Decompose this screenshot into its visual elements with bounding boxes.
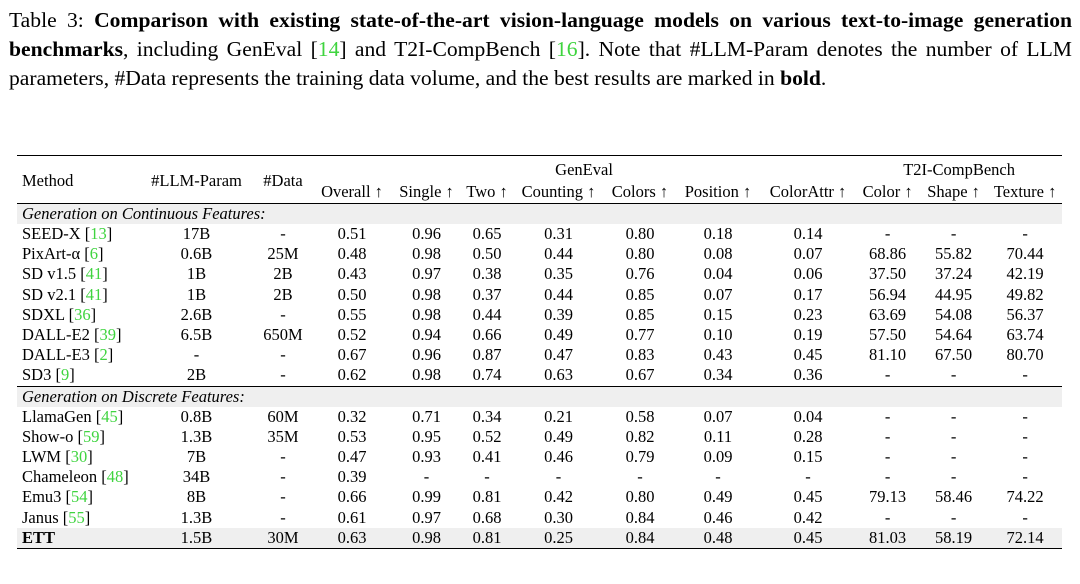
value-cell: 0.10 [703, 325, 733, 345]
method-citation[interactable]: 13 [90, 224, 107, 244]
value-cell: 0.37 [472, 284, 502, 304]
value-cell: 0.79 [625, 446, 655, 466]
method-name: Chameleon [22, 467, 98, 487]
table-row [17, 407, 1062, 427]
method-name: Janus [22, 507, 59, 527]
section-title: Generation on Continuous Features: [17, 204, 1062, 225]
caption-label: Table 3: [9, 8, 84, 32]
value-cell: 0.98 [412, 284, 441, 304]
method-name: Emu3 [22, 487, 62, 507]
col-header-colors: Colors ↑ [611, 181, 669, 201]
table-row [17, 285, 1062, 305]
value-cell: 7B [186, 446, 207, 466]
value-cell: - [950, 224, 957, 244]
value-cell: 0.85 [625, 304, 655, 324]
value-cell: 0.87 [472, 345, 502, 365]
method-cell: LlamaGen [45] [22, 406, 124, 426]
value-cell: 0.80 [625, 224, 655, 244]
method-name: LlamaGen [22, 406, 92, 426]
col-header-shape: Shape ↑ [927, 181, 980, 201]
value-cell: 0.07 [703, 284, 733, 304]
value-cell: 0.80 [625, 244, 655, 264]
table-row [17, 528, 1062, 549]
value-cell: - [805, 467, 811, 487]
value-cell: - [884, 426, 891, 446]
method-cell: SD v2.1 [41] [22, 284, 108, 304]
value-cell: 37.50 [869, 264, 907, 284]
value-cell: - [280, 224, 286, 244]
value-cell: - [637, 467, 643, 487]
col-header-colorattr: ColorAttr ↑ [769, 181, 847, 201]
caption-text-3: ]. Note that #LLM-Param denotes the number of LLM parameters, #Data represents the training data volume, and the best results are marked in [9, 37, 1072, 90]
value-cell: - [280, 345, 286, 365]
method-name: SD v2.1 [22, 284, 77, 304]
method-cell: SD v1.5 [41] [22, 264, 108, 284]
value-cell: - [555, 467, 562, 487]
value-cell: 81.10 [869, 345, 907, 365]
value-cell: 0.42 [544, 487, 573, 507]
value-cell: 0.67 [337, 345, 367, 365]
value-cell: 0.94 [412, 325, 441, 345]
value-cell: 0.53 [337, 426, 367, 446]
value-cell: 34B [182, 467, 211, 487]
value-cell: - [950, 406, 957, 426]
method-cell: PixArt-α [6] [22, 244, 104, 264]
method-citation[interactable]: 41 [85, 284, 103, 304]
value-cell: 0.36 [793, 365, 823, 385]
value-cell: 60M [267, 406, 299, 426]
header-row-groups [17, 156, 1062, 181]
value-cell: - [280, 487, 286, 507]
value-cell: 0.81 [461, 528, 513, 549]
section-title: Generation on Discrete Features: [17, 386, 1062, 407]
caption-text-1: , including GenEval [ [122, 37, 318, 61]
value-cell: 6.5B [180, 325, 213, 345]
value-cell: - [950, 426, 957, 446]
caption-cite-t2i[interactable]: 16 [555, 37, 578, 61]
value-cell: 1B [186, 284, 207, 304]
value-cell: 1.3B [180, 426, 213, 446]
value-cell: 81.03 [856, 528, 919, 549]
value-cell: 0.35 [544, 264, 573, 284]
value-cell: 0.74 [472, 365, 502, 385]
value-cell: 0.51 [337, 224, 367, 244]
value-cell: - [884, 365, 891, 385]
col-header-overall: Overall ↑ [321, 181, 383, 201]
method-citation[interactable]: 6 [89, 244, 99, 264]
value-cell: 0.34 [472, 406, 502, 426]
value-cell: 0.49 [544, 325, 573, 345]
value-cell: 0.43 [337, 264, 367, 284]
value-cell: 0.96 [412, 224, 441, 244]
value-cell: 0.55 [337, 304, 367, 324]
value-cell: 0.52 [337, 325, 367, 345]
value-cell: 44.95 [935, 284, 973, 304]
value-cell: 0.15 [703, 304, 733, 324]
value-cell: - [884, 446, 891, 466]
value-cell: 0.6B [180, 244, 213, 264]
table-caption [9, 6, 1072, 93]
value-cell: 0.39 [544, 304, 573, 324]
value-cell: 0.50 [337, 284, 367, 304]
value-cell: 1B [186, 264, 207, 284]
method-citation[interactable]: 59 [82, 426, 100, 446]
value-cell: 0.58 [625, 406, 655, 426]
value-cell: 0.95 [412, 426, 441, 446]
table-row [17, 345, 1062, 365]
value-cell: - [1022, 467, 1028, 487]
table-row [17, 325, 1062, 345]
value-cell: 54.08 [935, 304, 973, 324]
value-cell: 0.66 [472, 325, 502, 345]
value-cell: - [1022, 446, 1028, 466]
method-name: SD3 [22, 365, 52, 385]
value-cell: 2B [273, 264, 293, 284]
value-cell: 0.50 [472, 244, 502, 264]
value-cell: - [1022, 365, 1028, 385]
value-cell: 25M [267, 244, 299, 264]
method-name: DALL-E2 [22, 325, 90, 345]
col-header-method: Method [17, 156, 139, 204]
table-row [17, 427, 1062, 447]
value-cell: - [484, 467, 490, 487]
value-cell: 0.98 [412, 244, 441, 264]
value-cell: 0.07 [793, 244, 823, 264]
value-cell: 0.62 [337, 365, 367, 385]
value-cell: 79.13 [869, 487, 907, 507]
value-cell: 0.39 [337, 467, 367, 487]
method-citation[interactable]: 41 [85, 264, 103, 284]
value-cell: 0.45 [793, 345, 823, 365]
method-cell: DALL-E2 [39] [22, 325, 122, 345]
method-name: SDXL [22, 304, 65, 324]
value-cell: 0.85 [625, 284, 655, 304]
value-cell: 55.82 [935, 244, 973, 264]
value-cell: 0.81 [472, 487, 502, 507]
value-cell: 0.61 [337, 507, 367, 527]
value-cell: 0.97 [412, 507, 441, 527]
value-cell: 70.44 [1006, 244, 1044, 264]
table-row [17, 467, 1062, 487]
method-name: PixArt-α [22, 244, 81, 264]
value-cell: 0.32 [337, 406, 367, 426]
value-cell: 0.63 [312, 528, 392, 549]
value-cell: 0.44 [472, 304, 502, 324]
value-cell: - [884, 406, 891, 426]
method-citation[interactable]: 39 [99, 325, 116, 345]
col-header-data: #Data [254, 156, 312, 204]
value-cell: - [884, 224, 891, 244]
value-cell: 0.67 [625, 365, 655, 385]
value-cell: 0.06 [793, 264, 823, 284]
section-header-row [17, 204, 1062, 225]
method-citation[interactable]: 36 [74, 304, 91, 324]
method-citation[interactable]: 9 [60, 365, 70, 385]
value-cell: 0.83 [625, 345, 655, 365]
value-cell: 0.45 [760, 528, 856, 549]
table-row [17, 365, 1062, 386]
table-row [17, 447, 1062, 467]
value-cell: - [950, 507, 957, 527]
value-cell: 0.63 [544, 365, 573, 385]
col-header-texture: Texture ↑ [993, 181, 1057, 201]
table-row [17, 305, 1062, 325]
value-cell: 74.22 [1006, 487, 1044, 507]
value-cell: 0.68 [472, 507, 502, 527]
method-citation[interactable]: 55 [68, 507, 85, 527]
value-cell: - [884, 507, 891, 527]
value-cell: 0.14 [793, 224, 823, 244]
value-cell: 0.93 [412, 446, 441, 466]
method-cell: Chameleon [48] [22, 467, 129, 487]
value-cell: 0.38 [472, 264, 502, 284]
results-table [17, 155, 1062, 549]
value-cell: 2B [186, 365, 207, 385]
value-cell: 0.84 [625, 507, 655, 527]
value-cell: 0.48 [676, 528, 760, 549]
method-citation[interactable]: 30 [70, 446, 88, 466]
section-header-row [17, 386, 1062, 407]
value-cell: 0.30 [544, 507, 573, 527]
value-cell: - [950, 365, 957, 385]
value-cell: 0.28 [793, 426, 823, 446]
value-cell: - [423, 467, 430, 487]
value-cell: 0.41 [472, 446, 502, 466]
value-cell: 0.31 [544, 224, 573, 244]
value-cell: 0.96 [412, 345, 441, 365]
col-header-llm-param: #LLM-Param [139, 156, 254, 204]
value-cell: 58.19 [919, 528, 988, 549]
caption-bold-title: Comparison with existing state-of-the-art vision-language models on various text-to-image generation benchmarks [9, 8, 1073, 61]
value-cell: 0.65 [472, 224, 502, 244]
method-citation[interactable]: 2 [99, 345, 108, 365]
value-cell: 0.17 [793, 284, 823, 304]
value-cell: - [950, 467, 957, 487]
value-cell: - [1022, 406, 1028, 426]
col-header-counting: Counting ↑ [521, 181, 596, 201]
method-citation[interactable]: 45 [101, 406, 118, 426]
value-cell: 0.19 [793, 325, 823, 345]
method-name: ETT [22, 527, 56, 547]
value-cell: - [950, 446, 957, 466]
table-row [17, 487, 1062, 507]
value-cell: 0.23 [793, 304, 823, 324]
value-cell: 54.64 [935, 325, 973, 345]
method-cell: SDXL [36] [22, 304, 97, 324]
method-cell: LWM [30] [22, 446, 93, 466]
value-cell: 0.44 [544, 284, 573, 304]
method-name: Show-o [22, 426, 74, 446]
caption-text-2: ] and T2I-CompBench [ [339, 37, 556, 61]
method-citation[interactable]: 48 [106, 467, 124, 487]
value-cell: 0.25 [513, 528, 604, 549]
value-cell: - [280, 365, 286, 385]
value-cell: 0.84 [604, 528, 676, 549]
value-cell: 42.19 [1006, 264, 1044, 284]
table-row [17, 507, 1062, 527]
value-cell: 0.82 [625, 426, 655, 446]
method-cell: SEED-X [13] [22, 224, 113, 244]
value-cell: 17B [182, 224, 211, 244]
value-cell: 0.98 [392, 528, 461, 549]
value-cell: 0.99 [412, 487, 441, 507]
value-cell: - [280, 446, 286, 466]
method-name: SD v1.5 [22, 264, 77, 284]
value-cell: 0.11 [703, 426, 733, 446]
value-cell: 0.97 [412, 264, 441, 284]
method-name: SEED-X [22, 224, 81, 244]
value-cell: 0.77 [625, 325, 655, 345]
value-cell: - [1022, 224, 1028, 244]
value-cell: 0.49 [544, 426, 573, 446]
value-cell: 8B [186, 487, 207, 507]
value-cell: 67.50 [935, 345, 973, 365]
value-cell: 0.71 [412, 406, 441, 426]
value-cell: 0.43 [703, 345, 733, 365]
value-cell: 0.46 [544, 446, 573, 466]
value-cell: 0.44 [544, 244, 573, 264]
value-cell: 0.48 [337, 244, 367, 264]
value-cell: - [193, 345, 200, 365]
value-cell: 49.82 [1006, 284, 1044, 304]
caption-text-4: . [820, 66, 827, 90]
value-cell: 0.66 [337, 487, 367, 507]
method-cell [17, 528, 139, 549]
value-cell: 30M [254, 528, 312, 549]
method-citation[interactable]: 54 [71, 487, 88, 507]
value-cell: 56.94 [869, 284, 907, 304]
value-cell: 80.70 [1006, 345, 1044, 365]
value-cell: 0.21 [544, 406, 573, 426]
caption-cite-geneval[interactable]: 14 [317, 37, 340, 61]
value-cell: 650M [263, 325, 303, 345]
value-cell: 0.76 [625, 264, 655, 284]
value-cell: 57.50 [869, 325, 907, 345]
value-cell: - [1022, 426, 1028, 446]
table-row [17, 264, 1062, 284]
value-cell: - [715, 467, 721, 487]
value-cell: 0.34 [703, 365, 733, 385]
value-cell: - [280, 304, 286, 324]
value-cell: - [280, 467, 286, 487]
value-cell: 0.15 [793, 446, 823, 466]
value-cell: - [1022, 507, 1028, 527]
col-header-position: Position ↑ [684, 181, 752, 201]
value-cell: 1.3B [180, 507, 213, 527]
group-header-geneval: GenEval [312, 156, 856, 181]
value-cell: 0.04 [703, 264, 733, 284]
value-cell: 0.09 [703, 446, 733, 466]
value-cell: - [280, 507, 286, 527]
group-header-t2i: T2I-CompBench [856, 156, 1062, 181]
value-cell: 0.52 [472, 426, 502, 446]
value-cell: 0.49 [703, 487, 733, 507]
method-cell: SD3 [9] [22, 365, 75, 385]
value-cell: 72.14 [988, 528, 1062, 549]
value-cell: 0.80 [625, 487, 655, 507]
value-cell: 0.08 [703, 244, 733, 264]
value-cell: 37.24 [935, 264, 973, 284]
value-cell: 35M [267, 426, 299, 446]
value-cell: - [884, 467, 891, 487]
value-cell: 2.6B [180, 304, 213, 324]
col-header-single: Single ↑ [399, 181, 454, 201]
table-row [17, 244, 1062, 264]
method-cell: Show-o [59] [22, 426, 105, 446]
method-cell: Emu3 [54] [22, 487, 94, 507]
table-row [17, 224, 1062, 244]
col-header-two: Two ↑ [466, 181, 508, 201]
value-cell: 0.47 [337, 446, 367, 466]
value-cell: 0.98 [412, 365, 441, 385]
value-cell: 58.46 [935, 487, 973, 507]
value-cell: 1.5B [139, 528, 254, 549]
method-cell: Janus [55] [22, 507, 91, 527]
value-cell: 2B [273, 284, 293, 304]
col-header-color: Color ↑ [862, 181, 913, 201]
value-cell: 0.04 [793, 406, 823, 426]
value-cell: 0.45 [793, 487, 823, 507]
value-cell: 63.74 [1006, 325, 1044, 345]
value-cell: 56.37 [1006, 304, 1044, 324]
method-name: LWM [22, 446, 62, 466]
value-cell: 0.47 [544, 345, 573, 365]
value-cell: 0.46 [703, 507, 733, 527]
value-cell: 0.8B [180, 406, 213, 426]
method-cell: DALL-E3 [2] [22, 345, 114, 365]
method-name: DALL-E3 [22, 345, 90, 365]
caption-bold-word: bold [780, 66, 821, 90]
value-cell: 0.18 [703, 224, 733, 244]
value-cell: 68.86 [869, 244, 907, 264]
value-cell: 63.69 [869, 304, 907, 324]
value-cell: 0.42 [793, 507, 823, 527]
value-cell: 0.98 [412, 304, 441, 324]
value-cell: 0.07 [703, 406, 733, 426]
